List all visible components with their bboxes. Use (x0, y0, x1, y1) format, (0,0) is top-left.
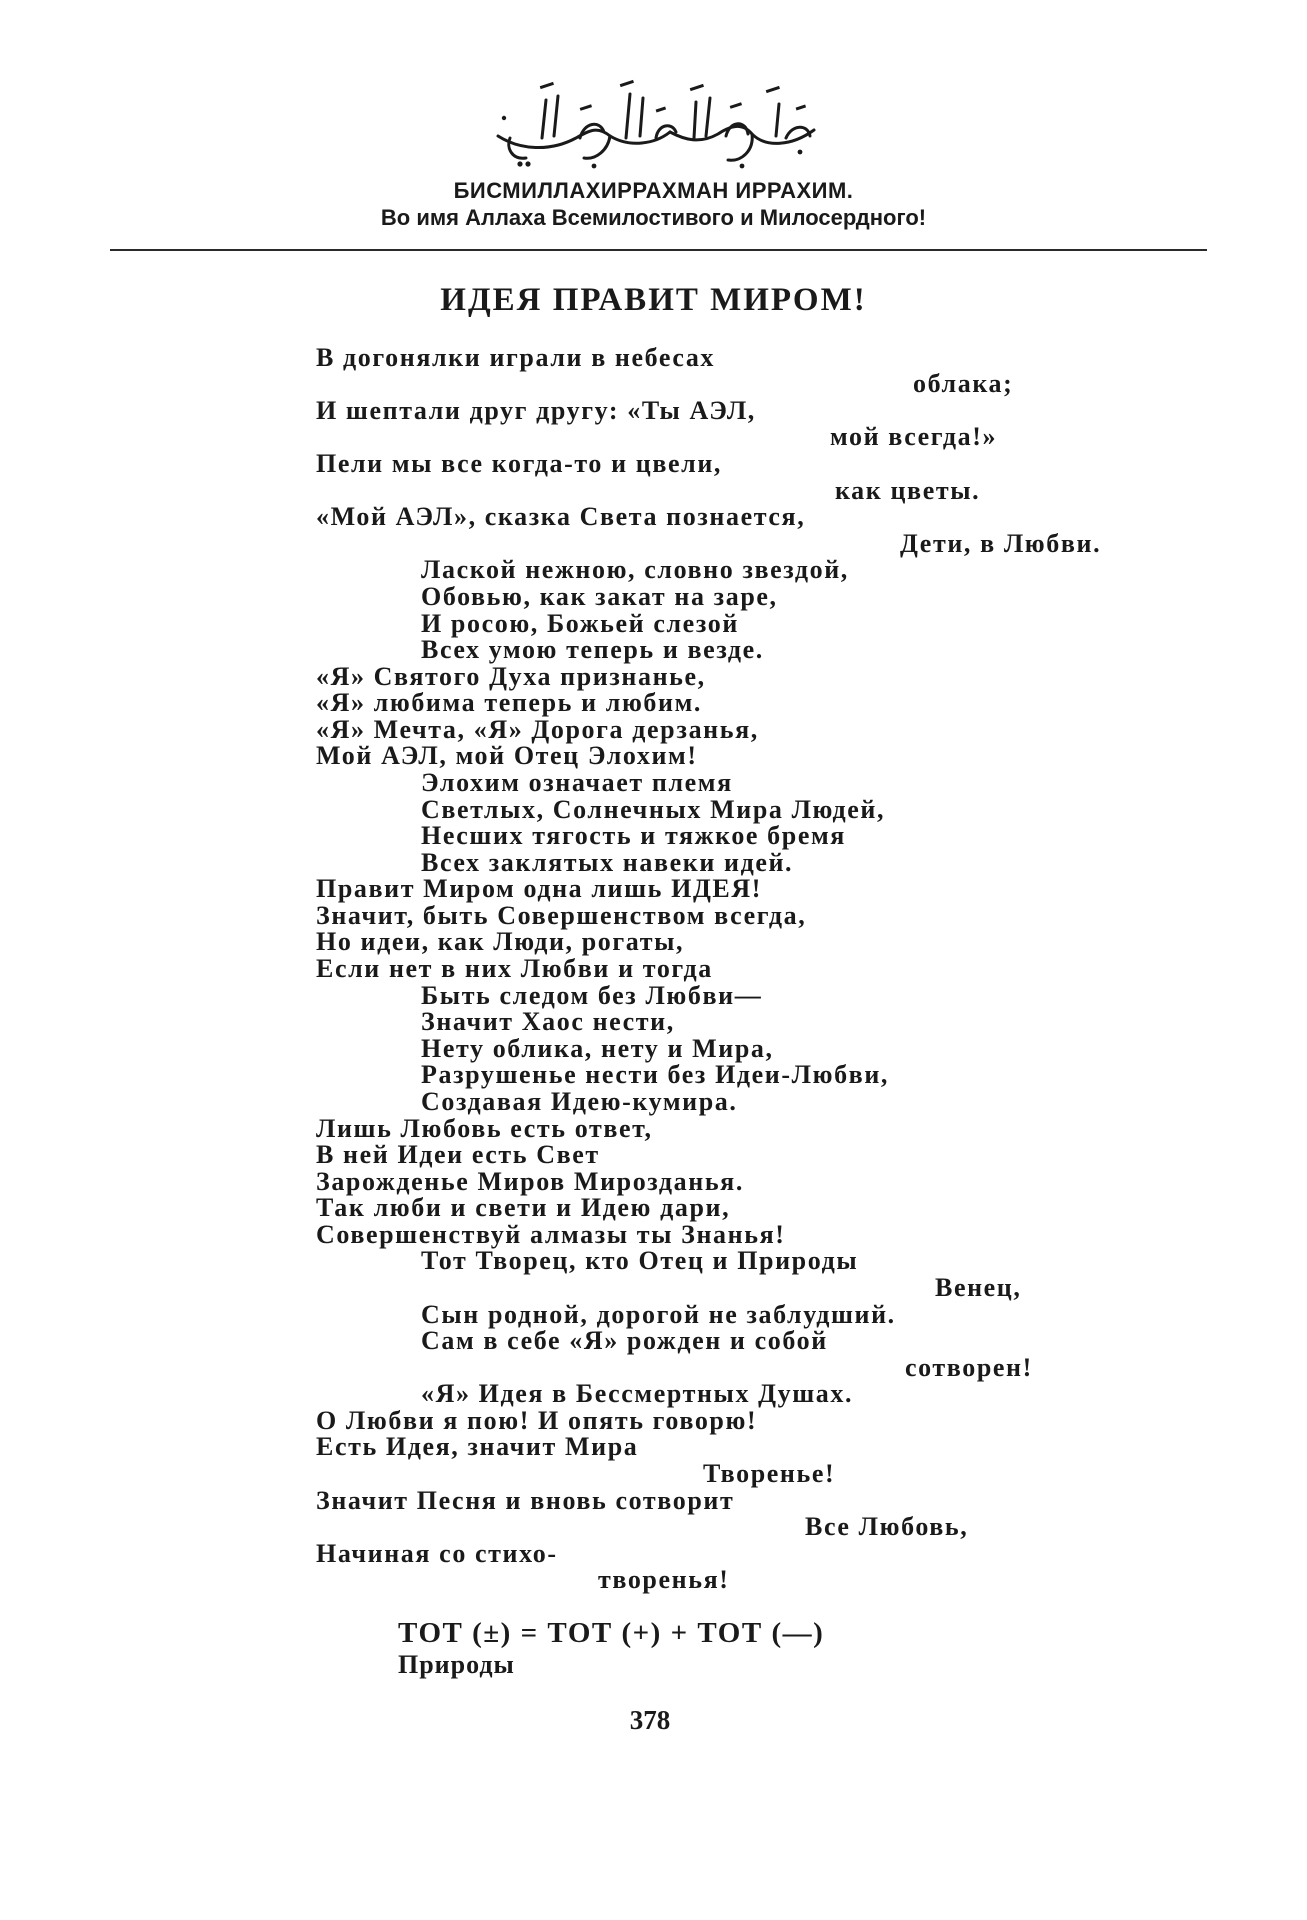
poem-formula: ТОТ (±) = ТОТ (+) + ТОТ (—) (398, 1617, 825, 1649)
poem-line: «Я» Идея в Бессмертных Душах. (421, 1379, 854, 1408)
poem-line: Значит Хаос нести, (421, 1007, 675, 1036)
poem-line: В ней Идеи есть Свет (316, 1140, 600, 1169)
poem-line: О Любви я пою! И опять говорю! (316, 1406, 758, 1435)
poem-line: Сын родной, дорогой не заблудший. (421, 1300, 896, 1329)
poem-line: Пели мы все когда-то и цвели, (316, 449, 722, 478)
poem-line: Совершенствуй алмазы ты Знанья! (316, 1220, 786, 1249)
poem-line: В догонялки играли в небесах (316, 343, 716, 372)
poem-line: Но идеи, как Люди, рогаты, (316, 927, 685, 956)
poem-title: ИДЕЯ ПРАВИТ МИРОМ! (440, 282, 867, 318)
poem-line: Зарожденье Миров Мирозданья. (316, 1167, 744, 1196)
poem-line: Если нет в них Любви и тогда (316, 954, 713, 983)
poem-line: Есть Идея, значит Мира (316, 1432, 639, 1461)
poem-line: Венец, (935, 1273, 1022, 1302)
poem-line: Мой АЭЛ, мой Отец Элохим! (316, 741, 698, 770)
poem-line: мой всегда!» (830, 422, 998, 451)
poem-line: творенья! (598, 1565, 730, 1594)
poem-line: Нету облика, нету и Мира, (421, 1034, 774, 1063)
bismillah-translation: Во имя Аллаха Всемилостивого и Милосердного! (380, 205, 927, 230)
poem-line: Обовью, как закат на заре, (421, 582, 778, 611)
poem-line: Всех заклятых навеки идей. (421, 848, 794, 877)
page-number: 378 (629, 1705, 671, 1735)
poem-line: Светлых, Солнечных Мира Людей, (421, 795, 886, 824)
poem-line: Сам в себе «Я» рожден и собой (421, 1326, 828, 1355)
poem-line: Начиная со стихо- (316, 1539, 558, 1568)
bismillah-transliteration: БИСМИЛЛАХИРРАХМАН ИРРАХИМ. (453, 178, 854, 203)
poem-line: Все Любовь, (805, 1512, 969, 1541)
poem-line: как цветы. (835, 476, 981, 505)
poem-line: сотворен! (905, 1353, 1033, 1382)
poem-line: Значит, быть Совершенством всегда, (316, 901, 807, 930)
poem-line: Всех умою теперь и везде. (421, 635, 764, 664)
poem-line: Дети, в Любви. (900, 529, 1102, 558)
poem-line: Творенье! (703, 1459, 836, 1488)
poem-line: Лишь Любовь есть ответ, (316, 1114, 653, 1143)
poem-line: «Я» Святого Духа признанье, (316, 662, 706, 691)
poem-line: Разрушенье нести без Идеи-Любви, (421, 1060, 889, 1089)
poem-line: «Я» Мечта, «Я» Дорога дерзанья, (316, 715, 759, 744)
poem-line: Так люби и свети и Идею дари, (316, 1193, 731, 1222)
poem-line: облака; (913, 369, 1014, 398)
poem-line: Несших тягость и тяжкое бремя (421, 821, 846, 850)
poem-line: «Я» любима теперь и любим. (316, 688, 703, 717)
poem-line: И росою, Божьей слезой (421, 609, 739, 638)
poem-line: Тот Творец, кто Отец и Природы (421, 1246, 859, 1275)
poem-line: Быть следом без Любви— (421, 981, 763, 1010)
poem-line: Элохим означает племя (421, 768, 733, 797)
poem-line: Лаской нежною, словно звездой, (421, 555, 849, 584)
poem-line: Значит Песня и вновь сотворит (316, 1486, 735, 1515)
poem-line: Правит Миром одна лишь ИДЕЯ! (316, 874, 763, 903)
poem-line: Создавая Идею-кумира. (421, 1087, 738, 1116)
poem-formula-subscript: Природы (398, 1650, 515, 1679)
poem-line: И шептали друг другу: «Ты АЭЛ, (316, 396, 756, 425)
poem-line: «Мой АЭЛ», сказка Света познается, (316, 502, 806, 531)
